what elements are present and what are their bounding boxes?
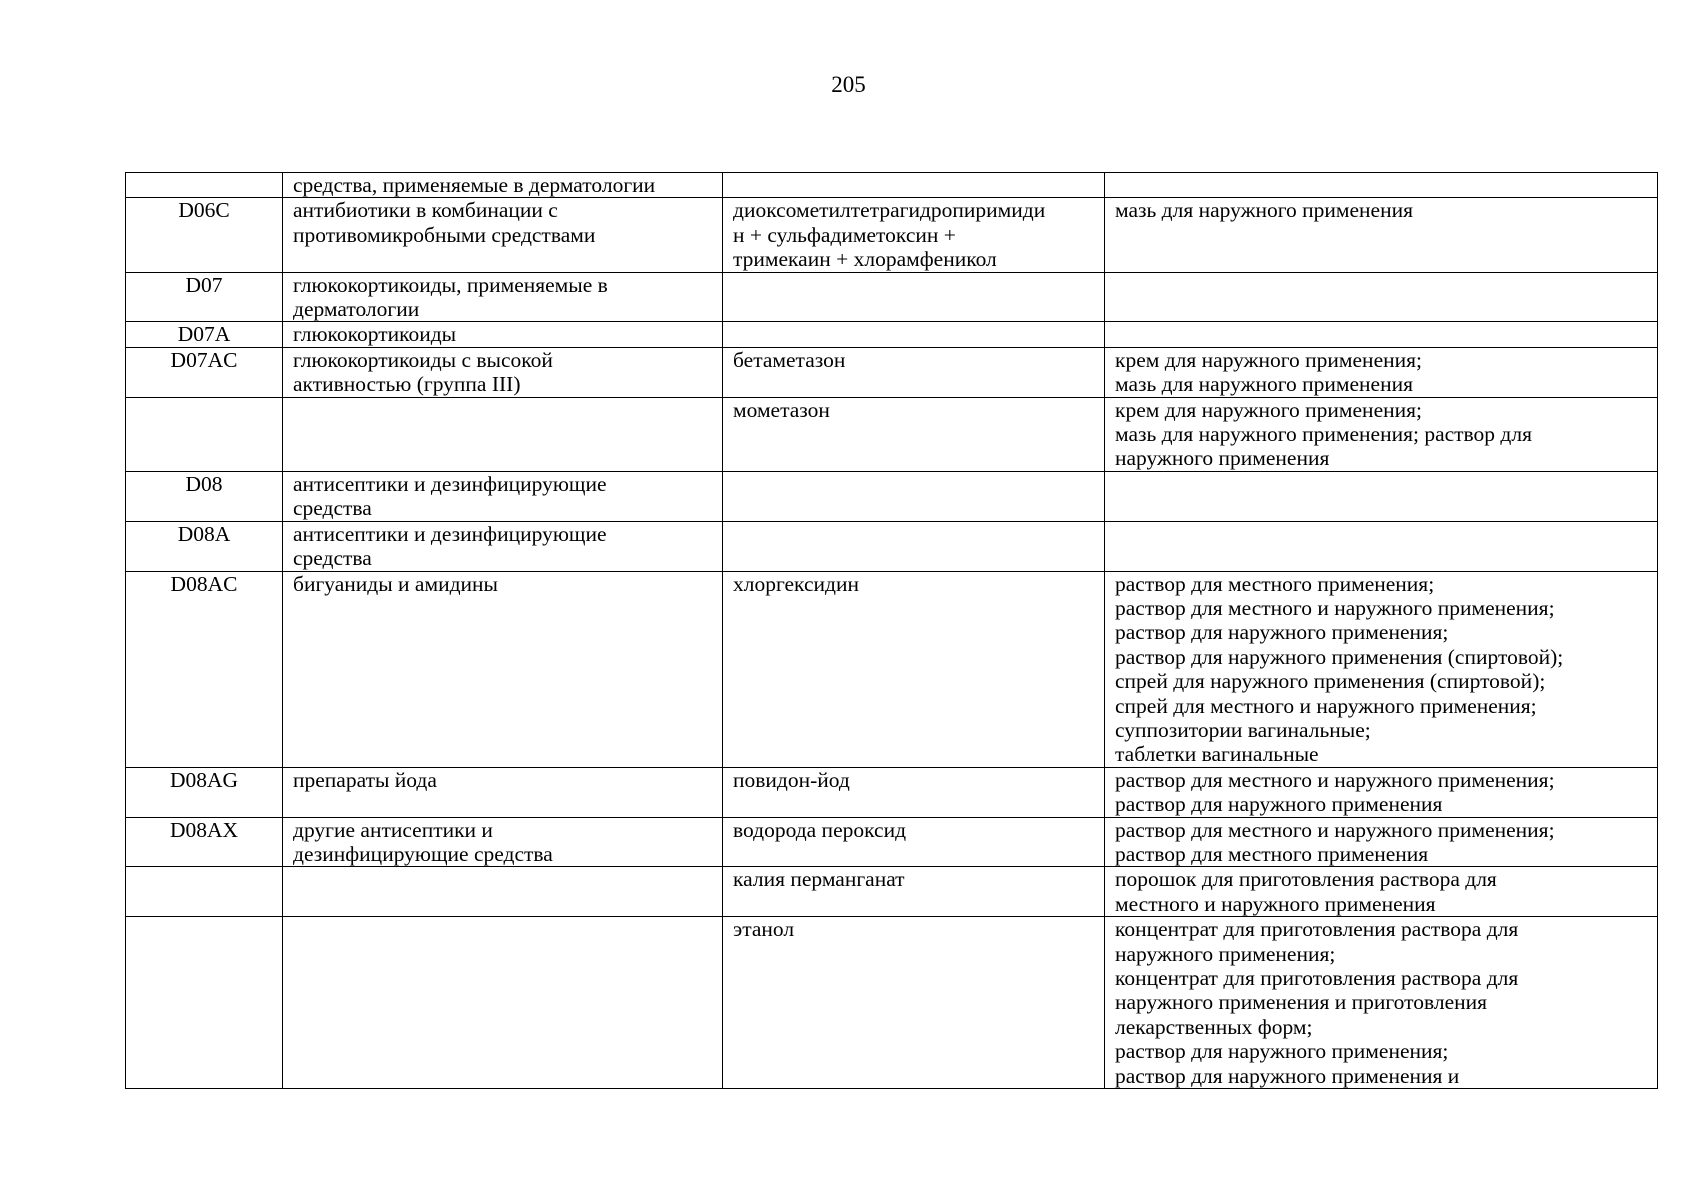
drug-cell <box>723 173 1105 198</box>
drug-cell: мометазон <box>723 397 1105 471</box>
group-cell <box>283 397 723 471</box>
dosage-forms-cell <box>1105 521 1658 571</box>
table-row <box>126 817 1658 867</box>
dosage-forms-cell: порошок для приготовления раствора для местного и наружного применения <box>1105 867 1658 917</box>
group-cell: препараты йода <box>283 767 723 817</box>
group-cell <box>283 917 723 1089</box>
atc-code-cell: D08AC <box>126 571 283 767</box>
group-cell: другие антисептики и дезинфицирующие средства <box>283 817 723 867</box>
table-row <box>126 198 1658 272</box>
group-cell: глюкокортикоиды с высокой активностью (группа III) <box>283 347 723 397</box>
drug-cell: диоксометилтетрагидропиримиди н + сульфадиметоксин + тримекаин + хлорамфеникол <box>723 198 1105 272</box>
table-row <box>126 917 1658 1089</box>
drug-cell: калия перманганат <box>723 867 1105 917</box>
atc-code-cell: D08 <box>126 471 283 521</box>
table-row <box>126 571 1658 767</box>
dosage-forms-cell: крем для наружного применения; мазь для наружного применения; раствор для наружного применения <box>1105 397 1658 471</box>
dosage-forms-cell: раствор для местного и наружного применения; раствор для местного применения <box>1105 817 1658 867</box>
dosage-forms-cell <box>1105 322 1658 347</box>
page-number: 205 <box>831 72 866 97</box>
table-row <box>126 767 1658 817</box>
group-cell: антисептики и дезинфицирующие средства <box>283 471 723 521</box>
drug-cell: водорода пероксид <box>723 817 1105 867</box>
dosage-forms-cell: мазь для наружного применения <box>1105 198 1658 272</box>
dosage-forms-cell: концентрат для приготовления раствора для наружного применения; концентрат для приготовления раствора для наружного применения и приготовления лекарственных форм; раствор для наружного применения; раствор для наружного применения и <box>1105 917 1658 1089</box>
group-cell: бигуаниды и амидины <box>283 571 723 767</box>
atc-code-cell <box>126 867 283 917</box>
atc-code-cell: D07 <box>126 272 283 322</box>
dosage-forms-cell <box>1105 272 1658 322</box>
atc-code-cell: D08AG <box>126 767 283 817</box>
table-row <box>126 173 1658 198</box>
drug-table <box>125 172 1658 1089</box>
atc-code-cell: D08AX <box>126 817 283 867</box>
group-cell: антисептики и дезинфицирующие средства <box>283 521 723 571</box>
table-row <box>126 471 1658 521</box>
drug-cell <box>723 471 1105 521</box>
dosage-forms-cell: крем для наружного применения; мазь для наружного применения <box>1105 347 1658 397</box>
table-row <box>126 322 1658 347</box>
group-cell <box>283 867 723 917</box>
group-cell: глюкокортикоиды, применяемые в дерматологии <box>283 272 723 322</box>
dosage-forms-cell <box>1105 173 1658 198</box>
table-row <box>126 272 1658 322</box>
drug-cell: этанол <box>723 917 1105 1089</box>
drug-cell: хлоргексидин <box>723 571 1105 767</box>
atc-code-cell <box>126 397 283 471</box>
atc-code-cell: D07AC <box>126 347 283 397</box>
table-row <box>126 397 1658 471</box>
drug-cell <box>723 322 1105 347</box>
dosage-forms-cell: раствор для местного и наружного применения; раствор для наружного применения <box>1105 767 1658 817</box>
dosage-forms-cell: раствор для местного применения; раствор для местного и наружного применения; раствор для наружного применения; раствор для наружного применения (спиртовой); спрей для наружного применения (спиртовой); спрей для местного и наружного применения; суппозитории вагинальные; таблетки вагинальные <box>1105 571 1658 767</box>
drug-cell <box>723 272 1105 322</box>
table-row <box>126 347 1658 397</box>
group-cell: средства, применяемые в дерматологии <box>283 173 723 198</box>
atc-code-cell: D07A <box>126 322 283 347</box>
table-row <box>126 521 1658 571</box>
atc-code-cell: D06C <box>126 198 283 272</box>
drug-cell <box>723 521 1105 571</box>
group-cell: антибиотики в комбинации с противомикробными средствами <box>283 198 723 272</box>
atc-code-cell <box>126 173 283 198</box>
group-cell: глюкокортикоиды <box>283 322 723 347</box>
table-row <box>126 867 1658 917</box>
drug-cell: повидон-йод <box>723 767 1105 817</box>
atc-code-cell: D08A <box>126 521 283 571</box>
atc-code-cell <box>126 917 283 1089</box>
drug-cell: бетаметазон <box>723 347 1105 397</box>
dosage-forms-cell <box>1105 471 1658 521</box>
